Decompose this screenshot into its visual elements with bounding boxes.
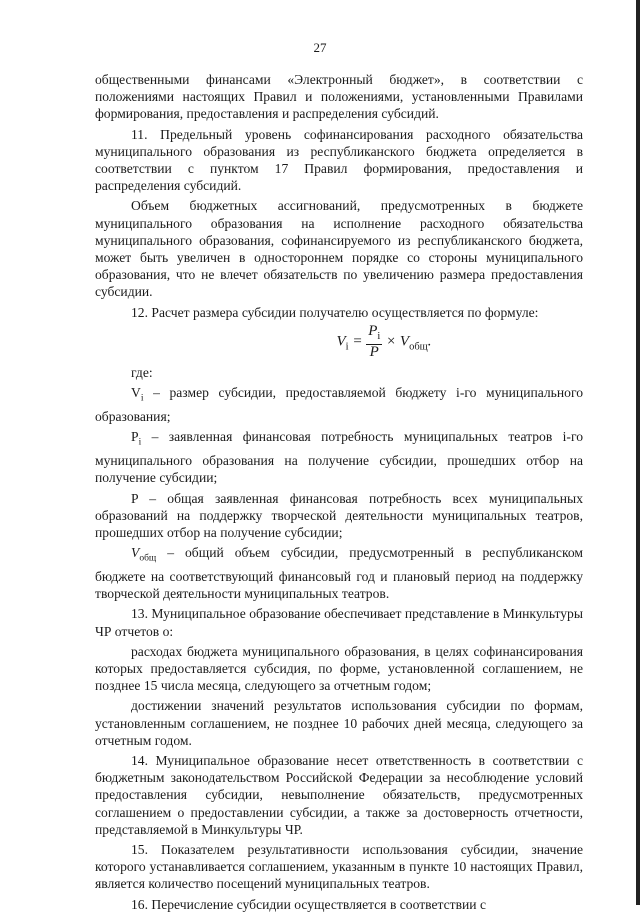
- paragraph: Объем бюджетных ассигнований, предусмотренных в бюджете муниципального образования на исполнение расходного обязательства муниципального образования, софинансируемого из республиканского бюджета, может быть увеличен в одностороннем порядке со стороны муниципального образования, что не влечет обязательств по увеличению размера предоставления субсидии.: [95, 198, 583, 300]
- formula-denominator: P: [369, 343, 379, 360]
- where-label: где:: [131, 364, 153, 380]
- definition: $V_i$ – размер субсидии, предоставляемой бюджету i-го муниципального образования;: [95, 385, 583, 424]
- formula-rhs-sub: общ: [409, 341, 428, 353]
- paragraph-14: 14. Муниципальное образование несет ответственность в соответствии с бюджетным законодательством Российской Федерации за несоблюдение условий предоставления субсидии, невыполнение обязательств, предусмотренных соглашением о предоставлении субсидии, а также за достоверность отчетности, представляемой в Минкультуры ЧР.: [95, 753, 583, 837]
- paragraph-12: 12. Расчет размера субсидии получателю осуществляется по формуле:: [131, 304, 539, 320]
- page-number: 27: [313, 40, 327, 55]
- paragraph: достижении значений результатов использования субсидии по формам, установленным соглашением, не позднее 10 рабочих дней месяца, следующего за отчетным годом.: [95, 698, 583, 748]
- paragraph-15: 15. Показателем результативности использования субсидии, значение которого устанавливается соглашением, указанным в пункте 10 настоящих Правил, является количество посещений муниципальных театров.: [95, 842, 583, 892]
- formula-end: .: [427, 333, 432, 350]
- definition: $V_{общ}$ – общий объем субсидии, предусмотренный в республиканском бюджете на соответствующий финансовый год и плановый период на поддержку творческой деятельности муниципальных театров.: [95, 545, 583, 602]
- paragraph-13: 13. Муниципальное образование обеспечивает представление в Минкультуры ЧР отчетов о:: [95, 606, 583, 639]
- formula-numerator: P: [368, 322, 378, 339]
- formula-fraction: [366, 324, 382, 360]
- paragraph-11: 11. Предельный уровень софинансирования расходного обязательства муниципального образования из республиканского бюджета определяется в соответствии с пунктом 17 Правил формирования, предоставления и распределения субсидий.: [95, 126, 583, 194]
- formula-numerator-sub: i: [377, 330, 381, 342]
- formula-lhs-sub: i: [345, 341, 349, 353]
- paragraph-16: 16. Перечисление субсидии осуществляется в соответствии с: [131, 896, 486, 912]
- definition: P – общая заявленная финансовая потребность всех муниципальных образований на поддержку творческой деятельности муниципальных театров, прошедших отбор на получение субсидии;: [95, 490, 583, 540]
- definition: $P_i$ – заявленная финансовая потребность муниципальных театров i-го муниципального образования на получение субсидии, прошедших отбор на получение субсидии;: [95, 429, 583, 486]
- formula: $V_i$ = $\frac{P_i}{P}$ × $V_{общ}$.: [336, 322, 432, 360]
- document-body: [95, 71, 583, 916]
- paragraph: общественными финансами «Электронный бюджет», в соответствии с положениями настоящих Правил и положениями, установленными Правилами формирования, предоставления и распределения субсидий.: [95, 72, 583, 122]
- formula-lhs: V: [336, 333, 346, 350]
- scan-edge: [636, 0, 640, 905]
- paragraph: расходах бюджета муниципального образования, в целях софинансирования которых предоставляется субсидия, по форме, установленной соглашением, не позднее 15 числа месяца, следующего за отчетным годом;: [95, 643, 583, 694]
- formula-operator: ×: [386, 333, 397, 350]
- formula-rhs: V: [399, 333, 410, 350]
